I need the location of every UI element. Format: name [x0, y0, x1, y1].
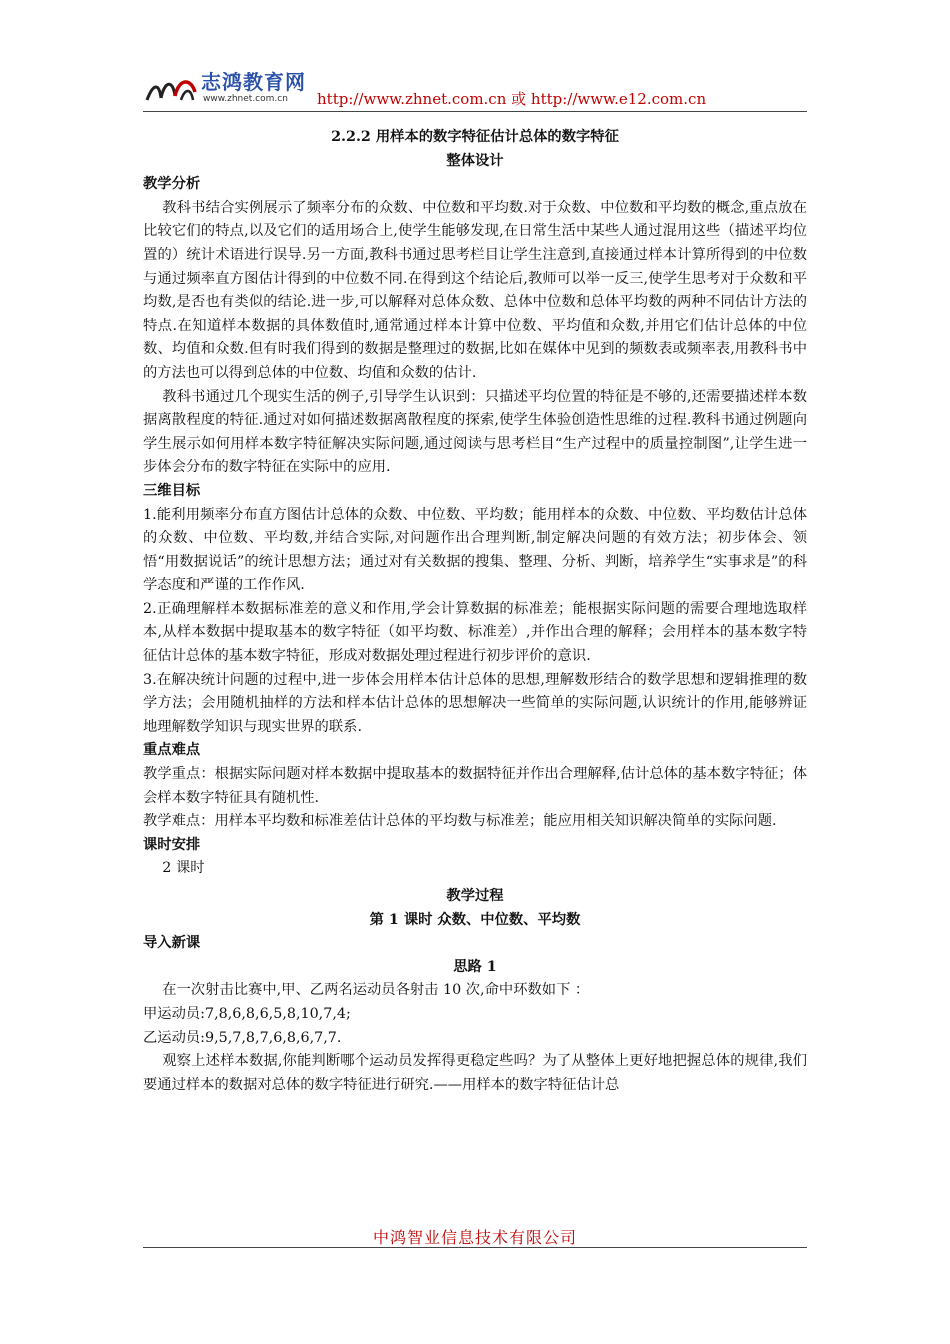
page-header — [143, 70, 807, 114]
goal-item-3: 3.在解决统计问题的过程中,进一步体会用样本估计总体的思想,理解数形结合的数学思想和逻辑推理的数学方法；会用随机抽样的方法和样本估计总体的思想解决一些简单的实际问题,认识统计的作用,能够辨证地理解数学知识与现实世界的联系. — [143, 671, 807, 735]
header-divider — [143, 111, 807, 112]
goal-item-2: 2.正确理解样本数据标准差的意义和作用,学会计算数据的标准差；能根据实际问题的需要合理地选取样本,从样本数据中提取基本的数字特征（如平均数、标准差）,并作出合理的解释；会用样本的基本数字特征估计总体的基本数字特征，形成对数据处理过程进行初步评价的意识. — [143, 600, 807, 665]
idea-heading: 思路 1 — [453, 958, 497, 975]
document-body — [143, 126, 807, 1097]
process-heading: 教学过程 — [446, 888, 504, 904]
intro-paragraph-2: 观察上述样本数据,你能判断哪个运动员发挥得更稳定些吗？为了从整体上更好地把握总体的规律,我们要通过样本的数据对总体的数字特征进行研究.——用样本的数字特征估计总 — [143, 1053, 807, 1093]
logo-swirl-icon — [145, 74, 197, 104]
lesson-heading: 第 1 课时 众数、中位数、平均数 — [369, 911, 581, 928]
section-heading-analysis: 教学分析 — [143, 176, 201, 193]
logo-text: 志鸿教育网 — [201, 70, 306, 94]
key-focus: 教学重点：根据实际问题对样本数据中提取基本的数据特征并作出合理解释,估计总体的基本数字特征；体会样本数字特征具有随机性. — [143, 766, 807, 806]
header-links[interactable]: http://www.zhnet.com.cn 或 http://www.e12.com.cn — [317, 90, 707, 108]
athlete-a-scores: 甲运动员:7,8,6,8,6,5,8,10,7,4; — [143, 1005, 351, 1022]
key-difficulty: 教学难点：用样本平均数和标准差估计总体的平均数与标准差；能应用相关知识解决简单的实际问题. — [143, 813, 777, 830]
goal-item-1: 1.能利用频率分布直方图估计总体的众数、中位数、平均数；能用样本的众数、中位数、平均数估计总体的众数、中位数、平均数,并结合实际,对问题作出合理判断,制定解决问题的有效方法；初步体会、领悟“用数据说话”的统计思想方法；通过对有关数据的搜集、整理、分析、判断，培养学生“实事求是”的科学态度和严谨的工作作风. — [143, 506, 807, 594]
intro-paragraph-1: 在一次射击比赛中,甲、乙两名运动员各射击 10 次,命中环数如下 ： — [162, 982, 590, 999]
document-subtitle: 整体设计 — [446, 152, 504, 169]
paragraph-analysis-2: 教科书通过几个现实生活的例子,引导学生认识到：只描述平均位置的特征是不够的,还需要描述样本数据离散程度的特征.通过对如何描述数据离散程度的探索,使学生体验创造性思维的过程.教科书通过例题向学生展示如何用样本数字特征解决实际问题,通过阅读与思考栏目“生产过程中的质量控制图”,让学生进一步体会分布的数字特征在实际中的应用. — [143, 388, 807, 476]
section-heading-schedule: 课时安排 — [143, 836, 201, 853]
logo-url: www.zhnet.com.cn — [203, 94, 288, 104]
footer-divider — [143, 1247, 807, 1248]
document-title: 2.2.2 用样本的数字特征估计总体的数字特征 — [331, 129, 619, 145]
section-heading-goals: 三维目标 — [143, 482, 201, 499]
paragraph-analysis-1: 教科书结合实例展示了频率分布的众数、中位数和平均数.对于众数、中位数和平均数的概念,重点放在比较它们的特点,以及它们的适用场合上,使学生能够发现,在日常生活中某些人通过混用这些（描述平均位置的）统计术语进行误导.另一方面,教科书通过思考栏目让学生注意到,直接通过样本计算所得到的中位数与通过频率直方图估计得到的中位数不同.在得到这个结论后,教师可以举一反三,使学生思考对于众数和平均数,是否也有类似的结论.进一步,可以解释对总体众数、总体中位数和总体平均数的两种不同估计方法的特点.在知道样本数据的具体数值时,通常通过样本计算中位数、平均值和众数,并用它们估计总体的中位数、均值和众数.但有时我们得到的数据是整理过的数据,比如在媒体中见到的频数表或频率表,用教科书中的方法也可以得到总体的中位数、均值和众数的估计. — [143, 199, 807, 381]
athlete-b-scores: 乙运动员:9,5,7,8,7,6,8,6,7,7. — [143, 1029, 342, 1046]
section-heading-intro: 导入新课 — [143, 935, 201, 952]
schedule-text: 2 课时 — [162, 860, 205, 877]
section-heading-key-points: 重点难点 — [143, 742, 201, 759]
footer-company: 中鸿智业信息技术有限公司 — [372, 1228, 577, 1247]
site-logo[interactable] — [143, 70, 318, 110]
